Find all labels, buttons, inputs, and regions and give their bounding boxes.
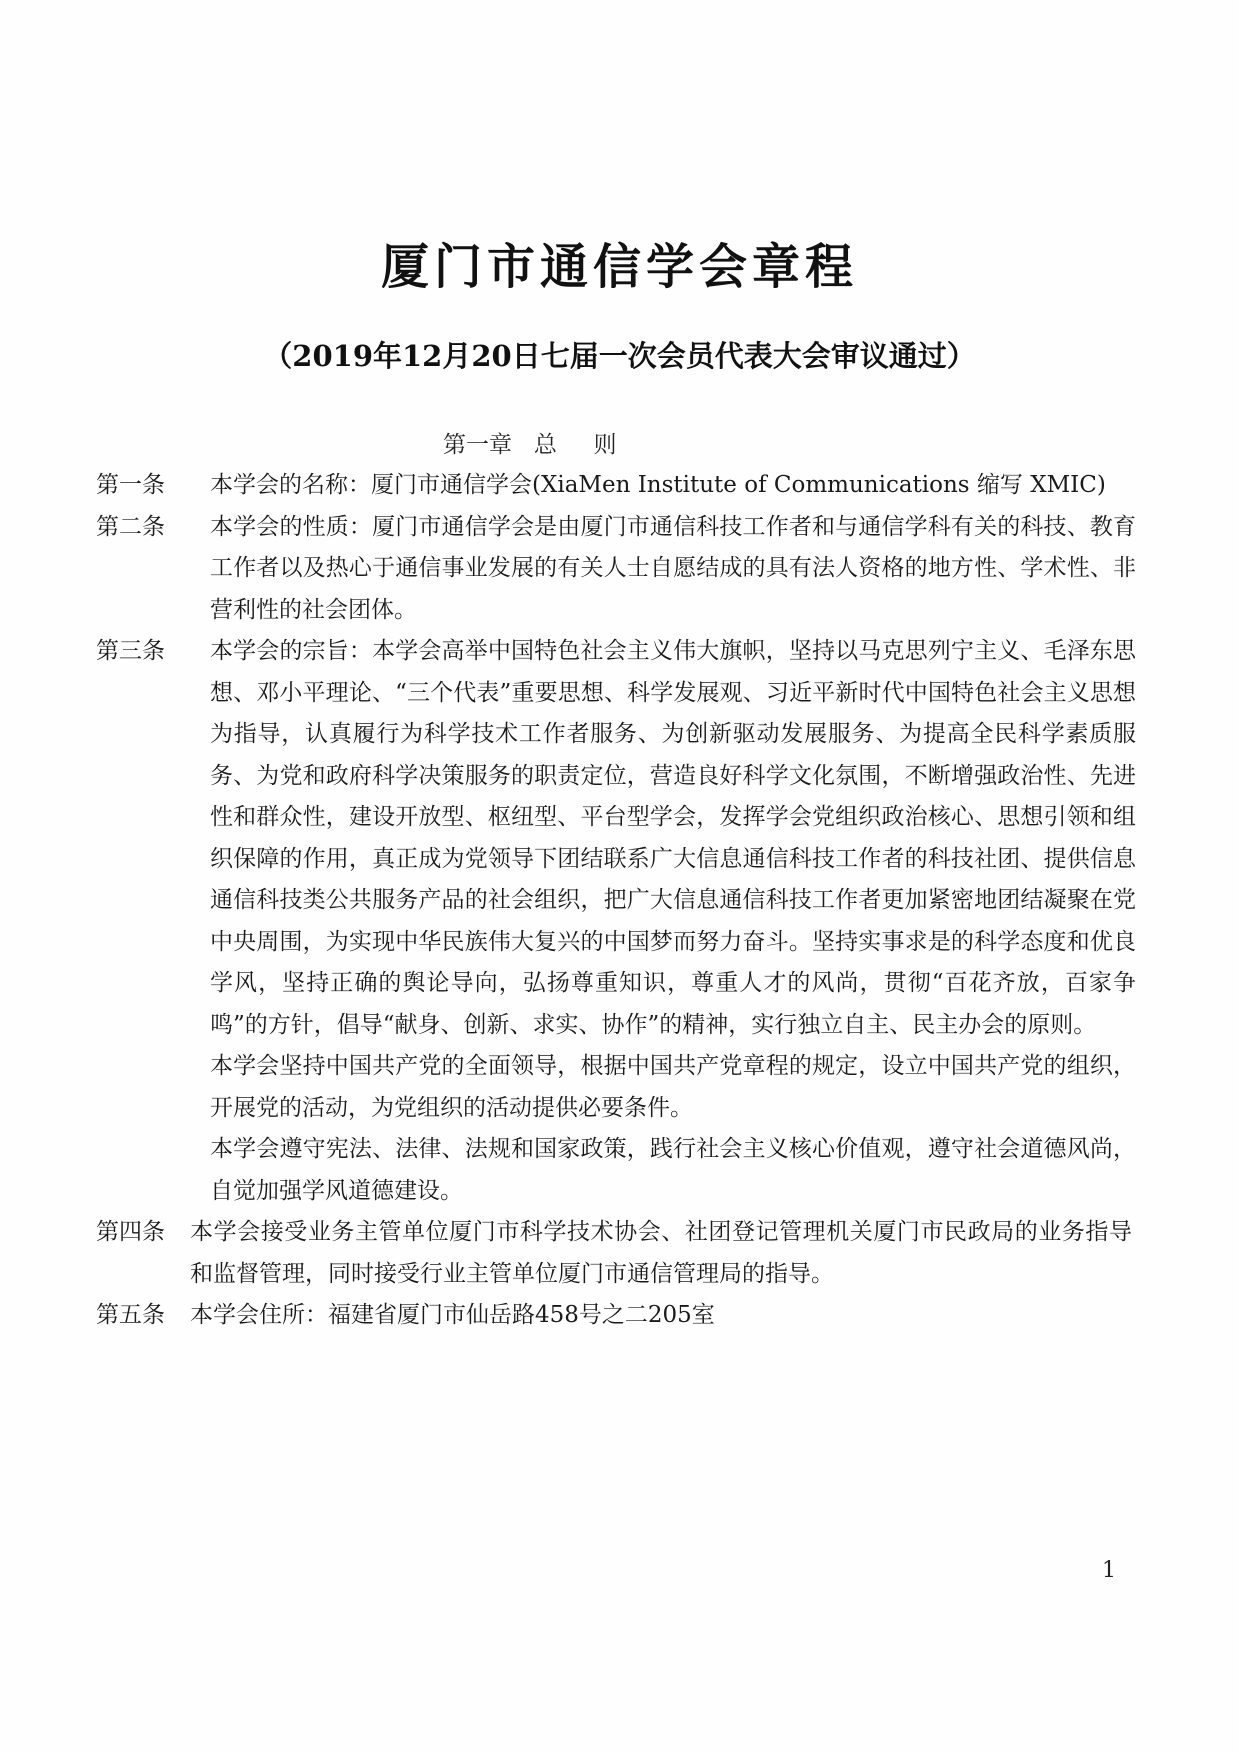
article-label: 第二条 bbox=[96, 513, 165, 540]
article-text: 本学会的宗旨：本学会高举中国特色社会主义伟大旗帜，坚持以马克思列宁主义、毛泽东思想、邓小平理论、“三个代表”重要思想、科学发展观、习近平新时代中国特色社会主义思想为指导，认真履行为科学技术工作者服务、为创新驱动发展服务、为提高全民科学素质服务、为党和政府科学决策服务的职责定位，营造良好科学文化氛围，不断增强政治性、先进性和群众性，建设开放型、枢纽型、平台型学会，发挥学会党组织政治核心、思想引领和组织保障的作用，真正成为党领导下团结联系广大信息通信科技工作者的科技社团、提供信息通信科技类公共服务产品的社会组织，把广大信息通信科技工作者更加紧密地团结凝聚在党中央周围，为实现中华民族伟大复兴的中国梦而努力奋斗。坚持实事求是的科学态度和优良学风，坚持正确的舆论导向，弘扬尊重知识，尊重人才的风尚，贯彻“百花齐放，百家争鸣”的方针，倡导“献身、创新、求实、协作”的精神，实行独立自主、民主办会的原则。 bbox=[210, 638, 1136, 1038]
document-title: 厦门市通信学会章程 bbox=[380, 239, 858, 295]
article-1 bbox=[96, 465, 1136, 507]
article-label: 第四条 bbox=[96, 1219, 165, 1245]
article-label: 第一条 bbox=[96, 472, 165, 498]
chapter-heading: 第一章 总 则 bbox=[443, 432, 617, 458]
article-text: 本学会的性质：厦门市通信学会是由厦门市通信科技工作者和与通信学科有关的科技、教育工作者以及热心于通信事业发展的有关人士自愿结成的具有法人资格的地方性、学术性、非营利性的社会团体。 bbox=[210, 513, 1136, 623]
article-text: 本学会接受业务主管单位厦门市科学技术协会、社团登记管理机关厦门市民政局的业务指导和监督管理，同时接受行业主管单位厦门市通信管理局的指导。 bbox=[190, 1219, 1132, 1287]
document-subtitle: （2019年12月20日七届一次会员代表大会审议通过） bbox=[263, 339, 976, 373]
article-2 bbox=[96, 507, 1136, 632]
article-text: 本学会的名称：厦门市通信学会(XiaMen Institute of Communications 缩写 XMIC) bbox=[210, 472, 1106, 498]
article-label: 第三条 bbox=[96, 638, 165, 664]
article-text: 本学会住所：福建省厦门市仙岳路458号之二205室 bbox=[190, 1302, 715, 1328]
article-label: 第五条 bbox=[96, 1302, 165, 1328]
page-number: 1 bbox=[1102, 1558, 1116, 1583]
article-paragraph: 本学会遵守宪法、法律、法规和国家政策，践行社会主义核心价值观，遵守社会道德风尚，自觉加强学风道德建设。 bbox=[210, 1136, 1136, 1204]
article-4 bbox=[96, 1212, 1136, 1295]
article-3 bbox=[96, 631, 1136, 1046]
article-paragraph: 本学会坚持中国共产党的全面领导，根据中国共产党章程的规定，设立中国共产党的组织，开展党的活动，为党组织的活动提供必要条件。 bbox=[210, 1053, 1136, 1121]
document-body bbox=[96, 465, 1136, 1337]
article-5 bbox=[96, 1295, 1136, 1337]
